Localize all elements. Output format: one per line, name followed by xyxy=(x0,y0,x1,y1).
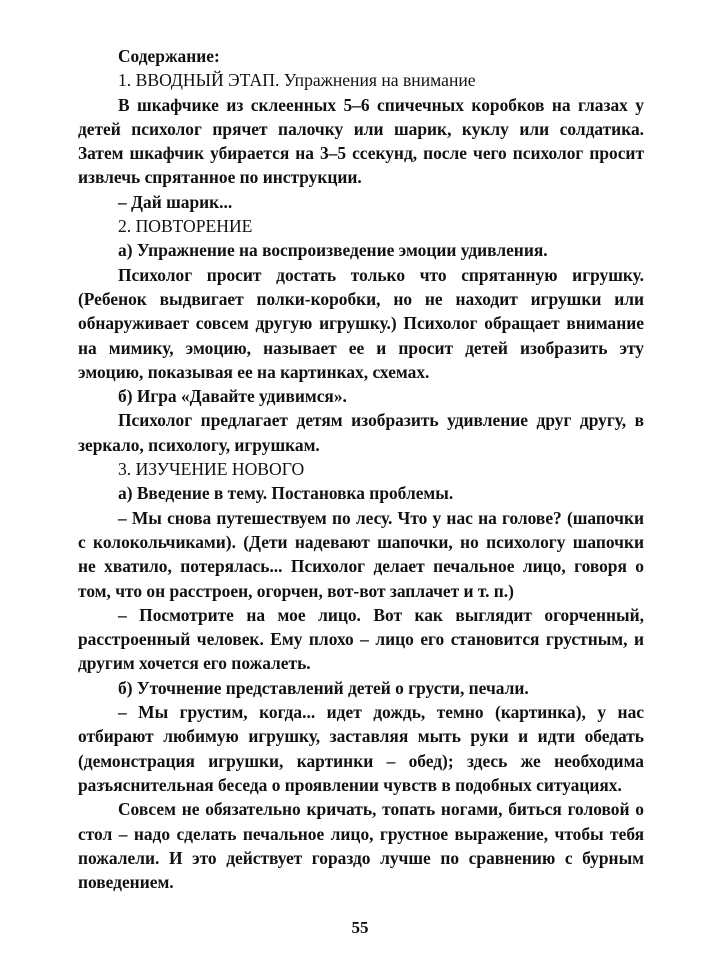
contents-heading: Содержание: xyxy=(118,46,220,66)
paragraph: б) Уточнение представлений детей о грусти, печали. xyxy=(118,677,529,698)
section-heading-intro: 1. ВВОДНЫЙ ЭТАП. Упражнения на внимание xyxy=(118,70,476,91)
paragraph: а) Упражнение на воспроизведение эмоции удивления. xyxy=(118,240,548,261)
paragraph: В шкафчике из склеенных 5–6 спичечных коробков на глазах у детей психолог прячет палочку или шарик, куклу или солдатика. Затем шкафчик убирается на 3–5 ссекунд, после чего психолог просит извлечь спрятанное по инструкции. xyxy=(78,94,644,188)
paragraph: – Дай шарик... xyxy=(118,191,233,212)
page-number: 55 xyxy=(351,918,369,937)
paragraph: – Посмотрите на мое лицо. Вот как выглядит огорченный, расстроенный человек. Ему плохо – лицо его становится грустным, и другим хочется его пожалеть. xyxy=(78,604,644,674)
paragraph: Совсем не обязательно кричать, топать ногами, биться головой о стол – надо сделать печальное лицо, грустное выражение, чтобы тебя пожалели. И это действует гораздо лучше по сравнению с бурным поведением. xyxy=(78,799,644,893)
section-heading-repeat: 2. ПОВТОРЕНИЕ xyxy=(118,216,253,237)
section-heading-new: 3. ИЗУЧЕНИЕ НОВОГО xyxy=(118,459,305,480)
paragraph: – Мы грустим, когда... идет дождь, темно (картинка), у нас отбирают любимую игрушку, заставляя мыть руки и идти обедать (демонстрация игрушки, картинки – обед); здесь же необходима разъяснительная беседа о проявлении чувств в подобных ситуациях. xyxy=(78,702,644,795)
paragraph: б) Игра «Давайте удивимся». xyxy=(118,386,347,407)
page-text xyxy=(78,44,644,894)
paragraph: Психолог просит достать только что спрятанную игрушку. (Ребенок выдвигает полки-коробки, но не находит игрушки или обнаруживает совсем другую игрушку.) Психолог обращает внимание на мимику, эмоцию, называет ее и просит детей изобразить эту эмоцию, показывая ее на картинках, схемах. xyxy=(78,264,644,382)
paragraph: Психолог предлагает детям изобразить удивление друг другу, в зеркало, психологу, игрушкам. xyxy=(78,410,644,455)
paragraph: а) Введение в тему. Постановка проблемы. xyxy=(118,483,454,504)
paragraph: – Мы снова путешествуем по лесу. Что у нас на голове? (шапочки с колокольчиками). (Дети надевают шапочки, но психологу шапочки не хватило, потерялась... Психолог делает печальное лицо, говоря о том, что он расстроен, огорчен, вот-вот заплачет и т. п.) xyxy=(78,507,644,601)
